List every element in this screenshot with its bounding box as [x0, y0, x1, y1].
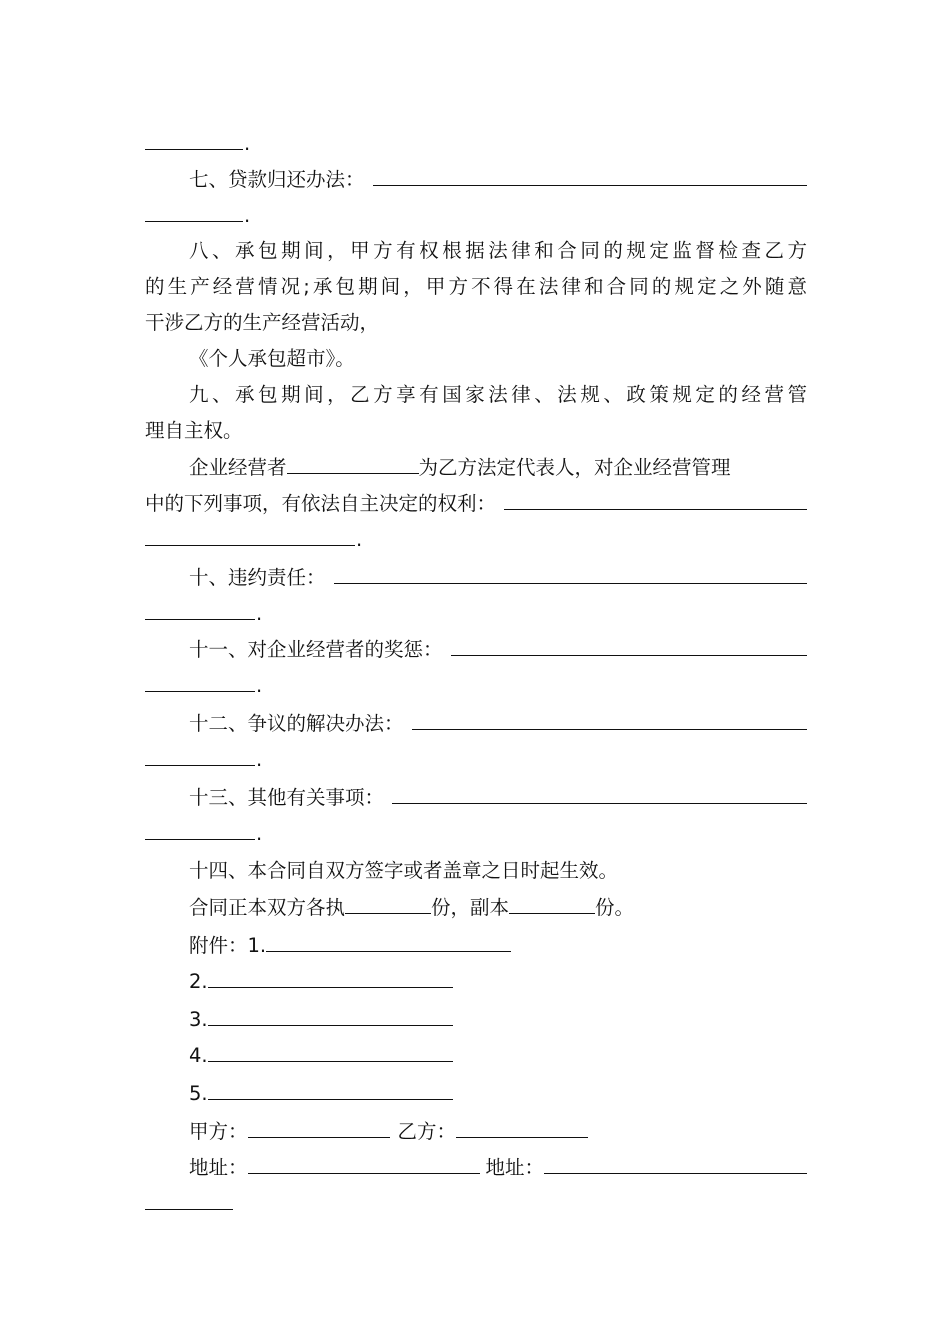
blank-field[interactable] [145, 744, 255, 766]
line-continuation-1: . [145, 128, 807, 158]
copies-mid: 份，副本 [431, 896, 510, 919]
attachment-1 [145, 930, 807, 960]
copies-line [145, 892, 807, 922]
manager-line-2 [145, 488, 807, 518]
attachment-3-blank[interactable] [208, 1004, 453, 1026]
party-b-label: 乙方： [397, 1120, 457, 1143]
address-a-label: 地址： [189, 1156, 248, 1179]
clause-11 [145, 634, 807, 664]
address-line [145, 1152, 807, 1182]
clause-11-blank[interactable] [451, 634, 807, 656]
clause-10 [145, 562, 807, 592]
clause-7 [145, 164, 807, 194]
attachment-3: 3. [145, 1004, 807, 1034]
address-b-label: 地址： [485, 1156, 545, 1179]
clause-7-continuation: . [145, 200, 807, 230]
clause-10-label: 十、违约责任： [189, 566, 326, 589]
attachment-label: 附件：1. [189, 934, 267, 957]
manager-text: 为乙方法定代表人，对企业经营管理 [418, 456, 731, 479]
clause-13-label: 十三、其他有关事项： [189, 786, 385, 809]
clause-11-label: 十一、对企业经营者的奖惩： [189, 638, 443, 661]
clause-12 [145, 708, 807, 738]
manager-line-1 [145, 452, 807, 482]
clause-12-label: 十二、争议的解决办法： [189, 712, 404, 735]
clause-9-line-2: 理自主权。 [145, 419, 243, 442]
blank-field[interactable] [145, 670, 255, 692]
clause-13 [145, 782, 807, 812]
clause-8-line-2: 的生产经营情况;承包期间，甲方不得在法律和合同的规定之外随意 [145, 275, 807, 298]
clause-7-blank[interactable] [373, 164, 807, 186]
address-a-blank[interactable] [248, 1152, 480, 1174]
clause-11-continuation: . [145, 670, 807, 700]
manager-label: 企业经营者 [189, 456, 287, 479]
copies-label: 合同正本双方各执 [189, 896, 346, 919]
manager-name-blank[interactable] [287, 452, 419, 474]
copies-end: 份。 [595, 896, 635, 919]
clause-13-blank[interactable] [392, 782, 807, 804]
clause-8-line-1: 八、承包期间，甲方有权根据法律和合同的规定监督检查乙方 [189, 239, 807, 262]
clause-8-line-3: 干涉乙方的生产经营活动， [145, 311, 380, 334]
blank-field[interactable] [145, 598, 255, 620]
manager-rights-label: 中的下列事项，有依法自主决定的权利： [145, 492, 497, 515]
clause-10-blank[interactable] [334, 562, 807, 584]
attachment-5: 5. [145, 1078, 807, 1108]
clause-7-label: 七、贷款归还办法： [189, 168, 365, 191]
address-continuation [145, 1188, 807, 1218]
blank-field[interactable] [145, 128, 243, 150]
clause-12-continuation: . [145, 744, 807, 774]
party-a-blank[interactable] [248, 1116, 390, 1138]
attachment-4-blank[interactable] [208, 1040, 453, 1062]
party-b-blank[interactable] [456, 1116, 588, 1138]
duplicate-count-blank[interactable] [509, 892, 595, 914]
blank-field[interactable] [145, 200, 243, 222]
attachment-4: 4. [145, 1040, 807, 1070]
clause-13-continuation: . [145, 818, 807, 848]
party-a-label: 甲方： [189, 1120, 248, 1143]
clause-14: 十四、本合同自双方签字或者盖章之日时起生效。 [189, 859, 619, 882]
blank-field[interactable] [145, 524, 355, 546]
parties-line [145, 1116, 807, 1146]
blank-field[interactable] [145, 818, 255, 840]
attachment-5-blank[interactable] [208, 1078, 453, 1100]
blank-field[interactable] [145, 1188, 233, 1210]
original-count-blank[interactable] [345, 892, 431, 914]
clause-12-blank[interactable] [412, 708, 807, 730]
book-title: 《个人承包超市》。 [189, 347, 355, 370]
manager-line-3: . [145, 524, 807, 554]
attachment-2-blank[interactable] [208, 966, 453, 988]
address-b-blank[interactable] [544, 1152, 807, 1174]
attachment-2: 2. [145, 966, 807, 996]
manager-rights-blank[interactable] [504, 488, 807, 510]
clause-10-continuation: . [145, 598, 807, 628]
attachment-1-blank[interactable] [266, 930, 511, 952]
clause-9-line-1: 九、承包期间，乙方享有国家法律、法规、政策规定的经营管 [189, 383, 807, 406]
